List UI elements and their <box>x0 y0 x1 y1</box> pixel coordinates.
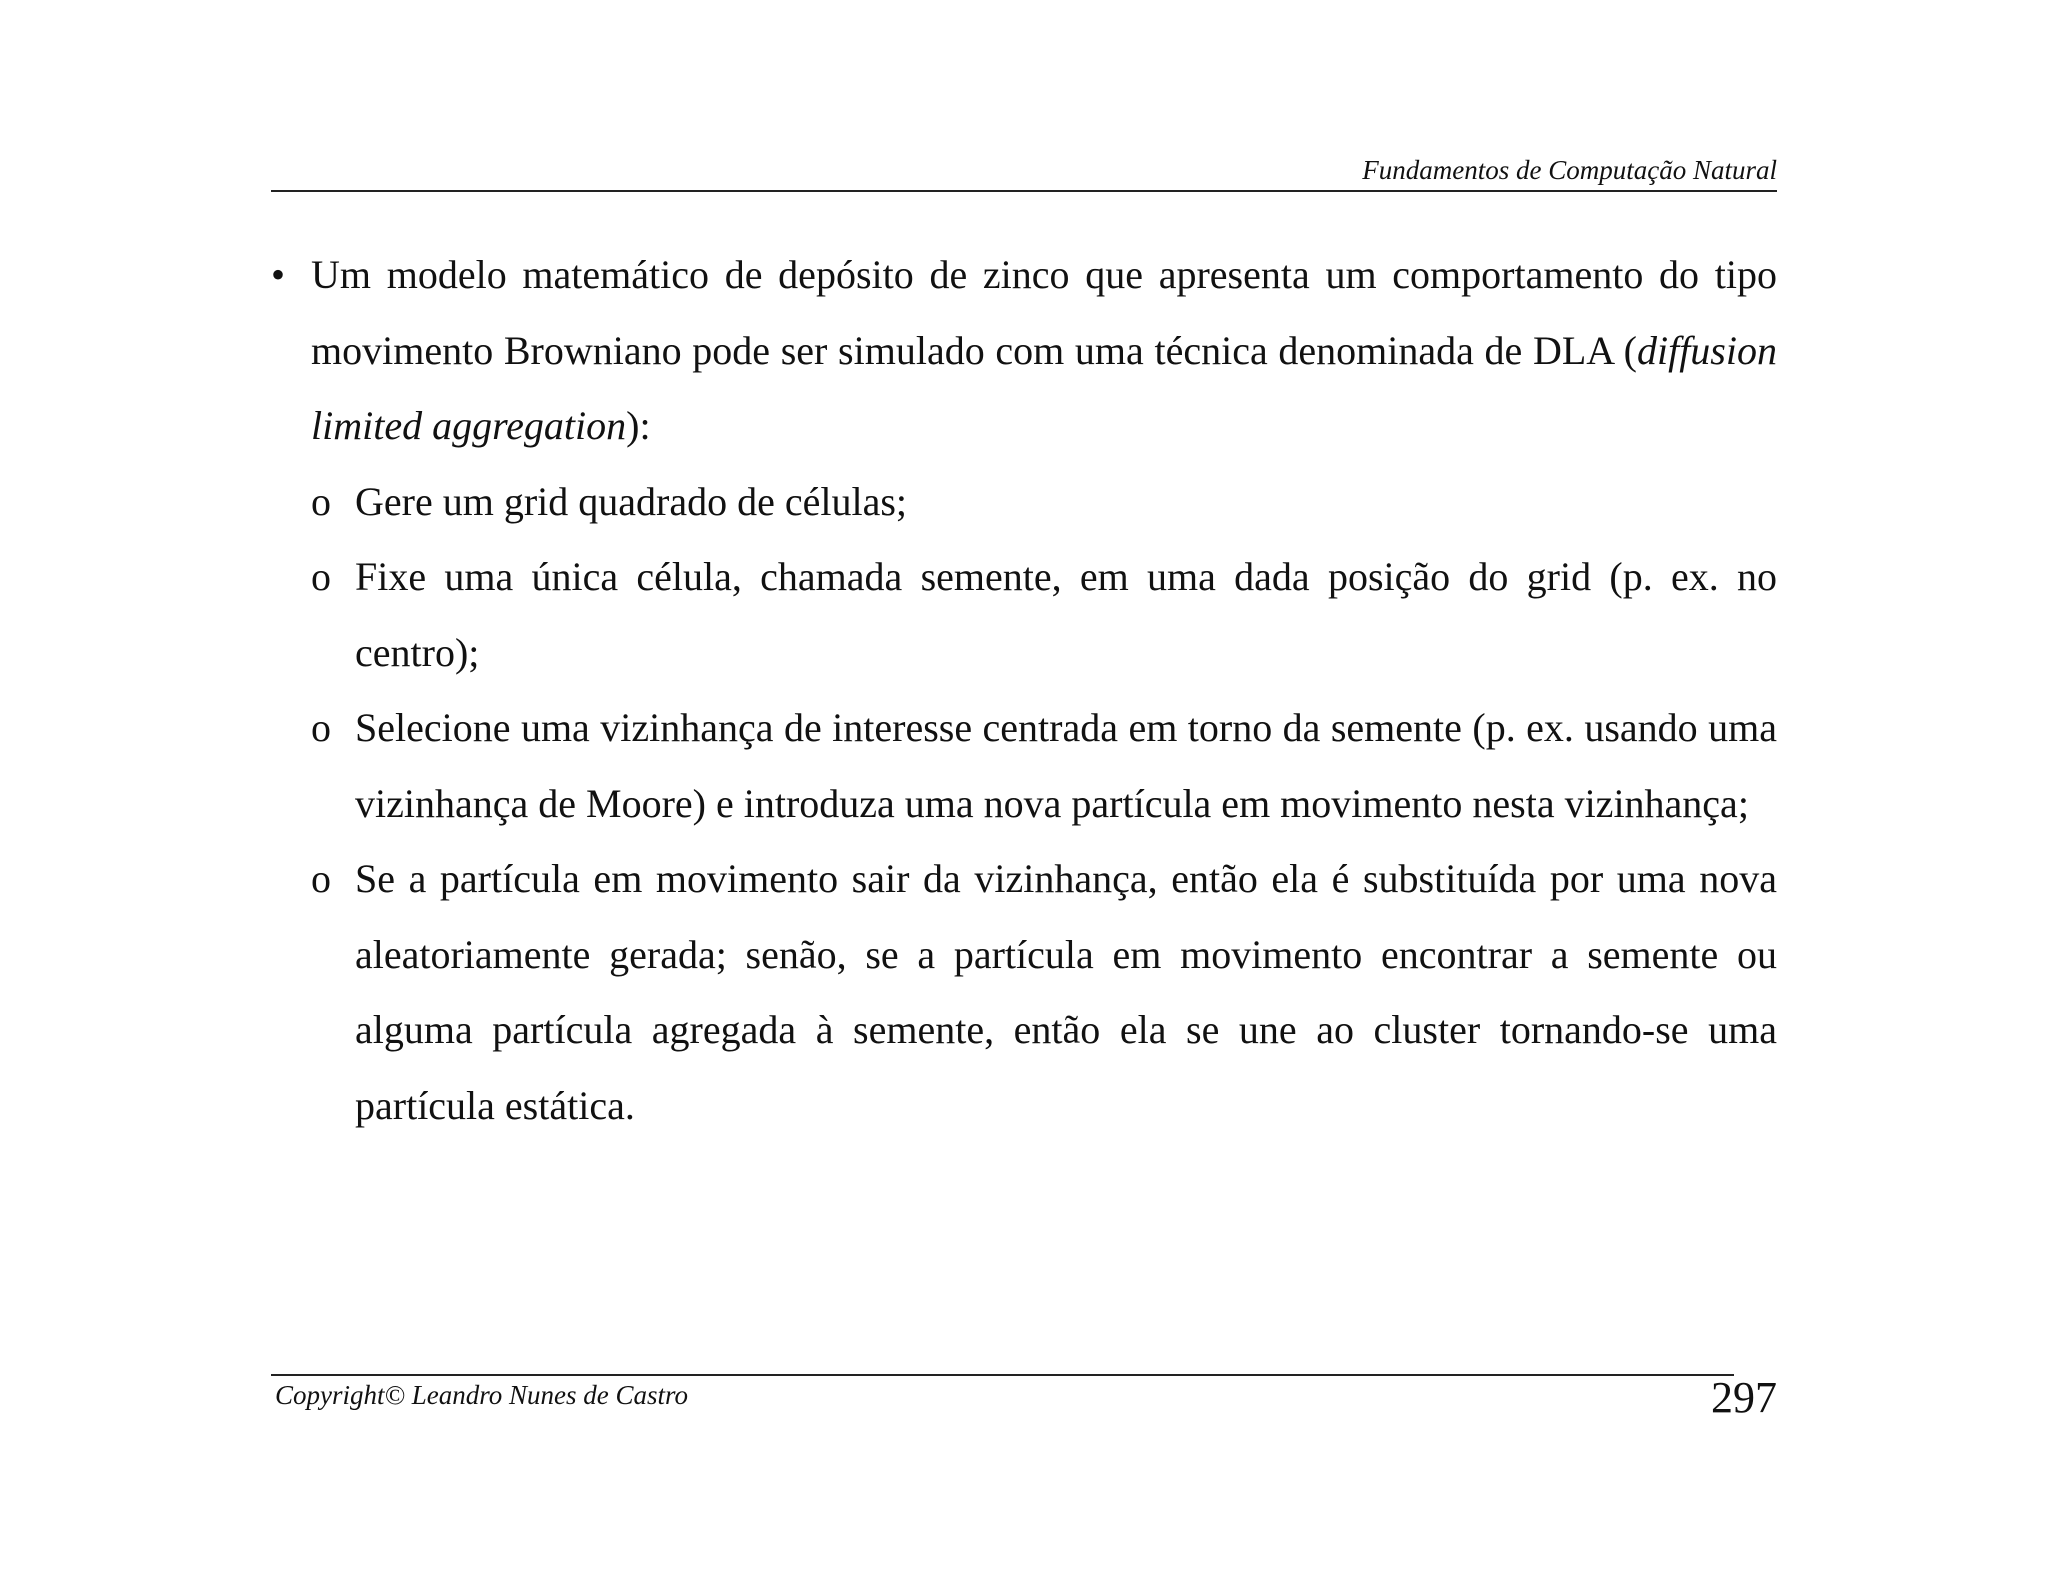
sub-item-text: Se a partícula em movimento sair da vizinhança, então ela é substituída por uma nova aleatoriamente gerada; senão, se a partícula em movimento encontrar a semente ou alguma partícula agregada à semente, então ela se une ao cluster tornando-se uma partícula estática. <box>355 856 1777 1128</box>
footer-copyright: Copyright© Leandro Nunes de Castro <box>275 1380 689 1410</box>
sub-item-text: Selecione uma vizinhança de interesse centrada em torno da semente (p. ex. usando uma vizinhança de Moore) e introduza uma nova partícula em movimento nesta vizinhança; <box>355 705 1777 826</box>
sub-item-neighborhood <box>311 690 1777 841</box>
sub-item-seed <box>311 539 1777 690</box>
header-divider <box>271 190 1777 192</box>
bullet-marker: • <box>271 252 286 297</box>
sub-bullet-marker: o <box>311 856 331 901</box>
sub-item-text: Gere um grid quadrado de células; <box>355 478 908 524</box>
bullet-item <box>271 237 1777 464</box>
sub-item-text: Fixe uma única célula, chamada semente, em uma dada posição do grid (p. ex. no centro); <box>355 554 1777 675</box>
sub-item-aggregation <box>311 841 1777 1143</box>
bullet-text-start: Um modelo matemático de depósito de zinco que apresenta um comportamento do tipo movimento Browniano pode ser simulado com uma técnica denominada de DLA ( <box>311 252 1777 373</box>
footer-divider <box>271 1374 1734 1376</box>
sub-bullet-marker: o <box>311 554 331 599</box>
sub-bullet-marker: o <box>311 705 331 750</box>
sub-bullet-marker: o <box>311 478 331 524</box>
page-number: 297 <box>1711 1373 1777 1422</box>
bullet-text-end: ): <box>626 403 651 448</box>
sub-item-grid <box>311 464 1777 540</box>
page-body <box>271 237 1777 1143</box>
bullet-text-italic: diffusion limited aggregation <box>311 327 1777 448</box>
sub-list <box>311 464 1777 1144</box>
running-header-title: Fundamentos de Computação Natural <box>1362 155 1777 185</box>
